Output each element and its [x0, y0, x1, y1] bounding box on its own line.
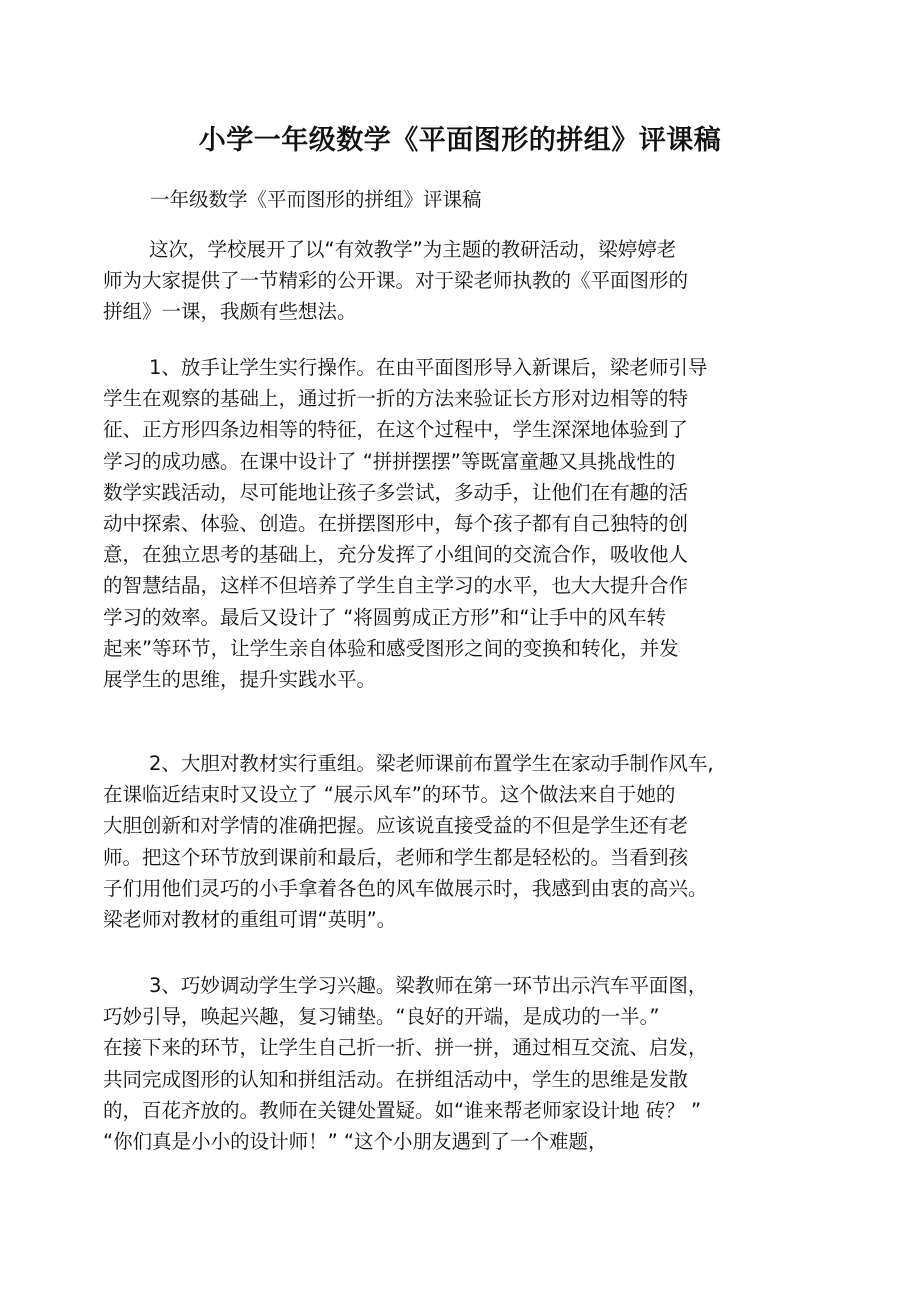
paragraph-line: 梁老师对教材的重组可谓“英明”。	[103, 908, 397, 932]
paragraph-line: 学生在观察的基础上，通过折一折的方法来验证长方形对边相等的特	[103, 387, 689, 411]
paragraph-line: 师。把这个环节放到课前和最后，老师和学生都是轻松的。当看到孩	[103, 845, 689, 869]
paragraph-line: 在接下来的环节，让学生自己折一折、拼一拼，通过相互交流、启发，	[103, 1036, 708, 1060]
paragraph-line: 巧妙引导，唤起兴趣，复习铺垫。“良好的开端，是成功的一半。”	[103, 1005, 660, 1029]
paragraph-line: 师为大家提供了一节精彩的公开课。对于梁老师执教的《平面图形的	[103, 269, 689, 293]
paragraph-line: 大胆创新和对学情的准确把握。应该说直接受益的不但是学生还有老	[103, 814, 689, 838]
paragraph-line: 的，百花齐放的。教师在关键处置疑。如“谁来帮老师家设计地 砖？ ”	[103, 1098, 702, 1122]
paragraph-line: 2、大胆对教材实行重组。梁老师课前布置学生在家动手制作风车,	[149, 752, 714, 775]
paragraph-line: 的智慧结晶，这样不但培养了学生自主学习的水平，也大大提升合作	[103, 574, 689, 598]
paragraph-line: 学习的成功感。在课中设计了 “拼拼摆摆”等既富童趣又具挑战性的	[103, 449, 676, 473]
paragraph-line: 这次，学校展开了以“有效教学”为主题的教研活动，梁婷婷老	[149, 238, 677, 261]
paragraph-line: 3、巧妙调动学生学习兴趣。梁教师在第一环节出示汽车平面图，	[149, 974, 708, 997]
paragraph-line: 拼组》一课，我颇有些想法。	[103, 300, 357, 324]
paragraph-intro	[103, 234, 793, 328]
paragraph-line: 动中探索、体验、创造。在拼摆图形中，每个孩子都有自己独特的创	[103, 512, 689, 536]
paragraph-point-2	[103, 748, 793, 935]
paragraph-line: 共同完成图形的认知和拼组活动。在拼组活动中，学生的思维是发散	[103, 1067, 689, 1091]
paragraph-line: 起来”等环节，让学生亲自体验和感受图形之间的变换和转化，并发	[103, 636, 679, 660]
paragraph-line: 1、放手让学生实行操作。在由平面图形导入新课后，梁老师引导	[149, 356, 708, 379]
paragraph-line: 数学实践活动，尽可能地让孩子多尝试，多动手，让他们在有趣的活	[103, 480, 689, 504]
paragraph-line: 征、正方形四条边相等的特征，在这个过程中，学生深深地体验到了	[103, 418, 689, 442]
paragraph-line: 学习的效率。最后又设计了 “将圆剪成正方形”和“让手中的风车转	[103, 605, 667, 629]
paragraph-point-3	[103, 970, 793, 1157]
paragraph-line: 在课临近结束时又设立了 “展示风车”的环节。这个做法来自于她的	[103, 783, 676, 807]
document-subtitle: 一年级数学《平而图形的拼组》评课稿	[150, 188, 482, 211]
paragraph-line: 子们用他们灵巧的小手拿着各色的风车做展示时，我感到由衷的高兴。	[103, 876, 708, 900]
paragraph-line: 展学生的思维，提升实践水平。	[103, 668, 377, 692]
document-title: 小学一年级数学《平面图形的拼组》评课稿	[198, 125, 722, 156]
paragraph-line: “你们真是小小的设计师！” “这个小朋友遇到了一个难题，	[103, 1130, 608, 1154]
paragraph-point-1	[103, 352, 793, 695]
paragraph-line: 意，在独立思考的基础上，充分发挥了小组间的交流合作，吸收他人	[103, 543, 689, 567]
